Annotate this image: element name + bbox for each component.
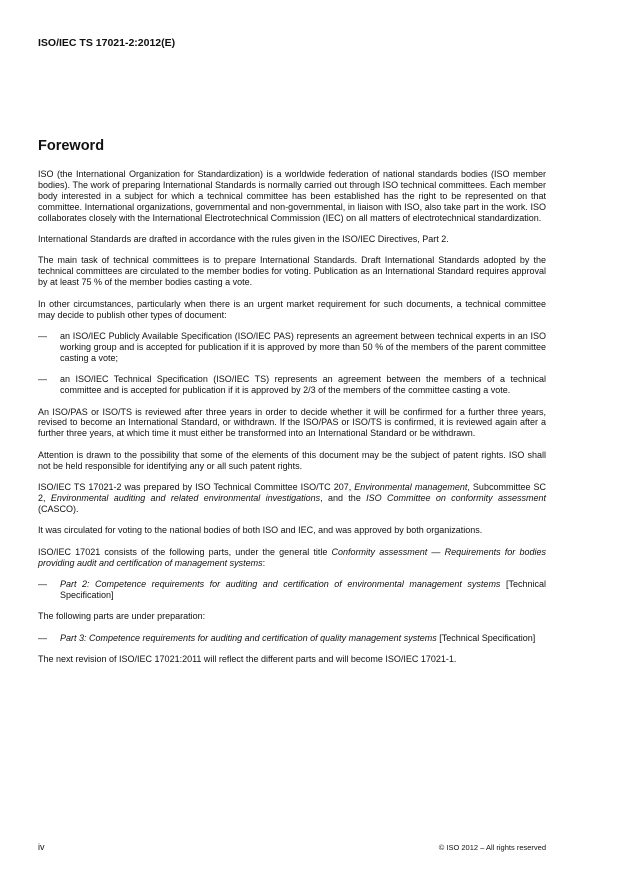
- paragraph-voting: It was circulated for voting to the national bodies of both ISO and IEC, and was approved by both organizations.: [38, 525, 483, 536]
- list-item-part-3: [38, 633, 546, 644]
- paragraph-parts: [38, 547, 546, 569]
- paragraph-main-task: The main task of technical committees is to prepare International Standards. Draft International Standards adopted by the technical committees are circulated to the member bodies for voting. Publication as an International Standard requires approval by at least 75 % of the member bodies casting a vote.: [38, 255, 546, 288]
- list-item-text: [60, 579, 546, 601]
- text-run: , Subcommittee SC 2,: [38, 482, 547, 503]
- list-item-text: [60, 633, 546, 644]
- dash-bullet: —: [38, 374, 47, 385]
- paragraph-review: An ISO/PAS or ISO/TS is reviewed after three years in order to decide whether it will be confirmed for a further three years, revised to become an International Standard, or withdrawn. If the ISO/PAS or ISO/TS is confirmed, it is reviewed again after a further three years, at which time it must either be transformed into an International Standard or be withdrawn.: [38, 406, 546, 439]
- list-item-ts: [38, 374, 546, 396]
- document-header: ISO/IEC TS 17021-2:2012(E): [38, 37, 176, 49]
- text-run-italic: Environmental management: [354, 482, 468, 493]
- text-run-italic: Environmental auditing and related environmental investigations: [50, 492, 321, 503]
- text-run-italic: Conformity assessment — Requirements for bodies providing audit and certification of management systems: [38, 546, 546, 568]
- text-run-italic: Part 3: Competence requirements for auditing and certification of quality management systems: [60, 632, 437, 643]
- text-run: , and the: [320, 492, 367, 503]
- text-run: [Technical Specification]: [436, 632, 536, 643]
- dash-bullet: —: [38, 330, 47, 341]
- list-item-text: an ISO/IEC Technical Specification (ISO/IEC TS) represents an agreement between the members of a technical committee and is accepted for publication if it is approved by 2/3 of the members of the committee casting a vote.: [60, 374, 546, 396]
- text-run: (CASCO).: [38, 503, 79, 514]
- text-run-italic: ISO Committee on conformity assessment: [366, 492, 547, 503]
- paragraph-other-circumstances: In other circumstances, particularly when there is an urgent market requirement for such documents, a technical committee may decide to publish other types of document:: [38, 298, 546, 320]
- text-run: ISO/IEC TS 17021-2 was prepared by ISO Technical Committee ISO/TC 207,: [38, 482, 355, 493]
- text-run: ISO/IEC 17021 consists of the following parts, under the general title: [38, 546, 332, 557]
- page-number: iv: [38, 842, 45, 852]
- foreword-body: [38, 169, 546, 676]
- copyright-notice: © ISO 2012 – All rights reserved: [438, 843, 546, 852]
- paragraph-under-preparation: The following parts are under preparation:: [38, 611, 206, 622]
- text-run: :: [262, 557, 266, 568]
- paragraph-directives: International Standards are drafted in accordance with the rules given in the ISO/IEC Directives, Part 2.: [38, 234, 449, 245]
- paragraph-patent: Attention is drawn to the possibility that some of the elements of this document may be the subject of patent rights. ISO shall not be held responsible for identifying any or all such patent rights.: [38, 449, 546, 471]
- paragraph-iso-intro: ISO (the International Organization for Standardization) is a worldwide federation of national standards bodies (ISO member bodies). The work of preparing International Standards is normally carried out through ISO technical committees. Each member body interested in a subject for which a technical committee has been established has the right to be represented on that committee. International organizations, governmental and non-governmental, in liaison with ISO, also take part in the work. ISO collaborates closely with the International Electrotechnical Commission (IEC) on all matters of electrotechnical standardization.: [38, 169, 546, 223]
- list-item-text: an ISO/IEC Publicly Available Specification (ISO/IEC PAS) represents an agreement between technical experts in an ISO working group and is accepted for publication if it is approved by more than 50 % of the members of the parent committee casting a vote;: [60, 330, 546, 363]
- list-item-part-2: [38, 579, 546, 601]
- page-title: Foreword: [38, 138, 105, 154]
- text-run-italic: Part 2: Competence requirements for auditing and certification of environmental management systems: [60, 578, 501, 589]
- list-item-pas: [38, 331, 546, 364]
- dash-bullet: —: [38, 578, 47, 589]
- text-run: [Technical Specification]: [60, 578, 546, 600]
- paragraph-next-revision: The next revision of ISO/IEC 17021:2011 will reflect the different parts and will become ISO/IEC 17021-1.: [38, 654, 457, 665]
- dash-bullet: —: [38, 632, 47, 643]
- paragraph-prepared-by: [38, 482, 546, 515]
